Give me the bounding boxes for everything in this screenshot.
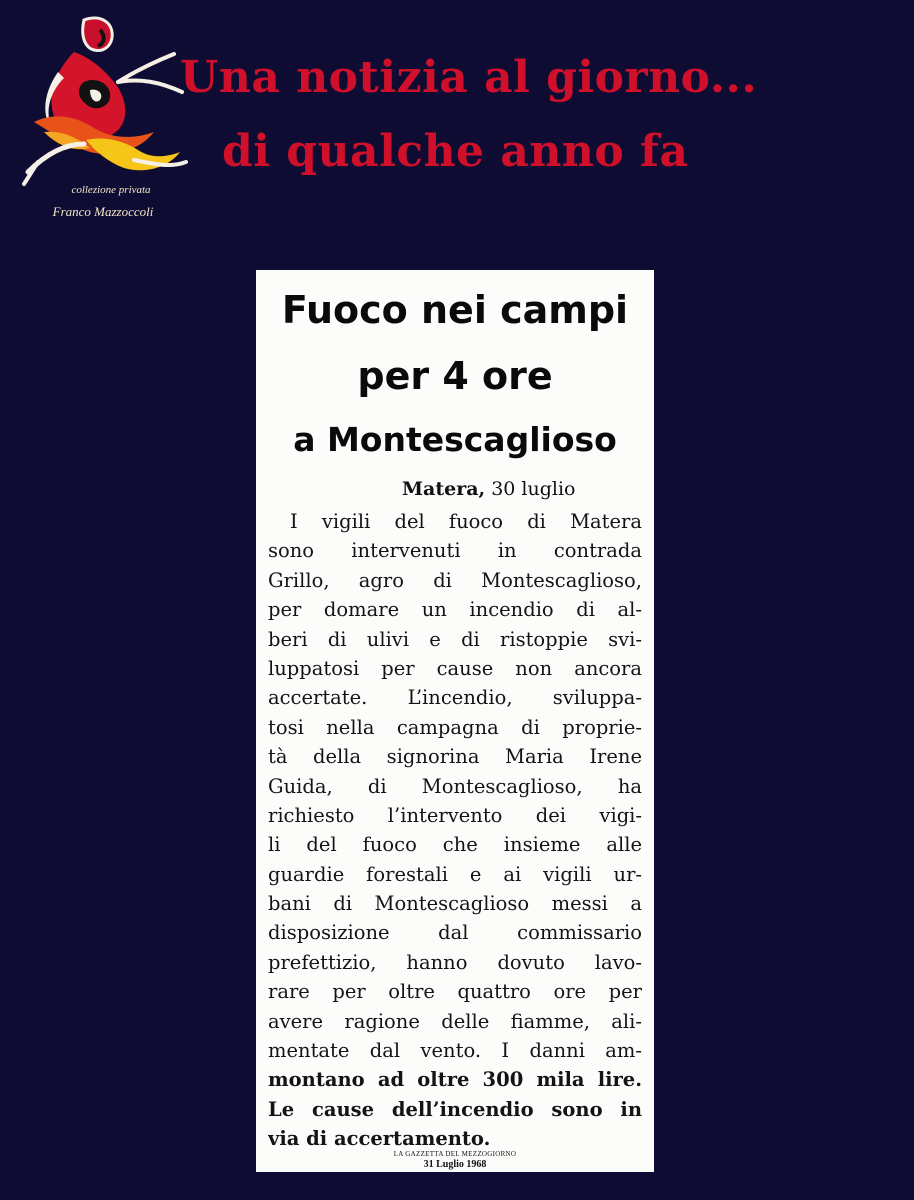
article-line: sono intervenuti in contrada xyxy=(268,539,642,563)
article-line: prefettizio, hanno dovuto lavo- xyxy=(268,950,642,974)
article-line: li del fuoco che insieme alle xyxy=(268,833,642,857)
article-body xyxy=(268,507,642,1154)
dateline xyxy=(402,478,576,500)
source-newspaper: LA GAZZETTA DEL MEZZOGIORNO xyxy=(393,1150,517,1158)
article-line: avere ragione delle fiamme, ali- xyxy=(268,1009,642,1033)
article-line: montano ad oltre 300 mila lire. xyxy=(268,1068,642,1092)
collection-logo xyxy=(14,12,192,224)
article-line: Grillo, agro di Montescaglioso, xyxy=(268,568,642,592)
article-line: disposizione dal commissario xyxy=(268,921,642,945)
page-title-line1: Una notizia al giorno... xyxy=(180,52,758,103)
headline-line1: Fuoco nei campi xyxy=(281,288,629,332)
article-line: rare per oltre quattro ore per xyxy=(268,980,642,1004)
newspaper-clipping xyxy=(256,270,654,1172)
dateline-date: 30 luglio xyxy=(491,478,576,500)
article-line: tosi nella campagna di proprie- xyxy=(268,715,642,739)
headline-line3: a Montescaglioso xyxy=(293,420,617,459)
source-date: 31 Luglio 1968 xyxy=(423,1159,487,1170)
article-line: tà della signorina Maria Irene xyxy=(268,745,642,769)
logo-caption-owner: Franco Mazzoccoli xyxy=(52,204,154,219)
page-title-line2: di qualche anno fa xyxy=(222,126,689,177)
article-line: accertate. L’incendio, sviluppa- xyxy=(268,686,642,710)
article-line: richiesto l’intervento dei vigi- xyxy=(268,803,642,827)
article-line: guardie forestali e ai vigili ur- xyxy=(268,862,642,886)
article-line: I vigili del fuoco di Matera xyxy=(290,510,642,533)
article-line: via di accertamento. xyxy=(268,1127,491,1151)
article-line: Guida, di Montescaglioso, ha xyxy=(268,774,642,798)
logo-caption-collection: collezione privata xyxy=(71,184,151,196)
article-line: Le cause dell’incendio sono in xyxy=(268,1097,642,1121)
dancer-figure-icon xyxy=(14,12,192,187)
headline-line2: per 4 ore xyxy=(357,354,553,398)
article-line: mentate dal vento. I danni am- xyxy=(268,1039,642,1063)
article-line: beri di ulivi e di ristoppie svi- xyxy=(268,627,642,651)
article-line: per domare un incendio di al- xyxy=(268,598,642,622)
dateline-place: Matera, xyxy=(402,478,486,500)
article-line: luppatosi per cause non ancora xyxy=(268,656,642,680)
article-line: bani di Montescaglioso messi a xyxy=(268,892,642,916)
